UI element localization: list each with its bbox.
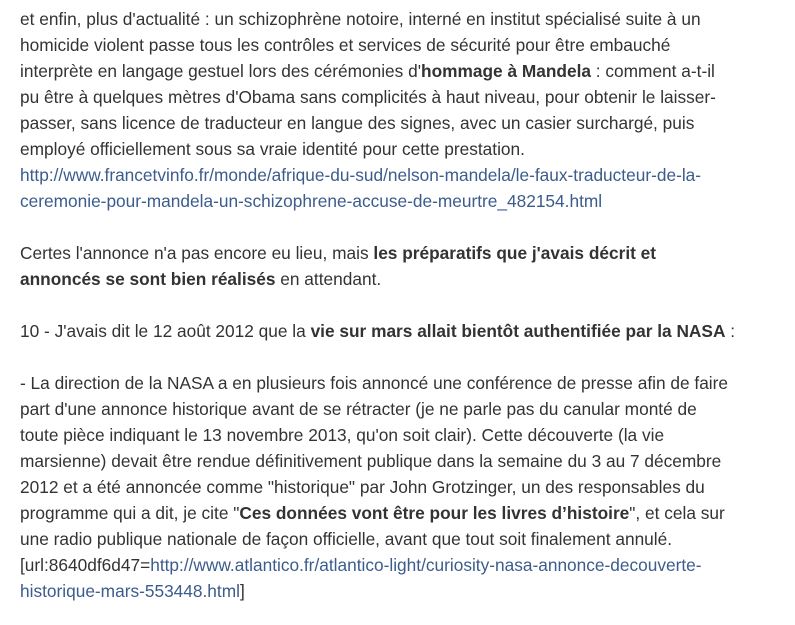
link-line — [20, 578, 790, 604]
link-line — [20, 188, 790, 214]
text: interprète en langage gestuel lors des cérémonies d' — [20, 61, 422, 81]
text: [url:8640df6d47= — [20, 555, 151, 575]
paragraph-mandela — [20, 6, 790, 214]
text-line — [20, 396, 790, 422]
bold-text: les préparatifs que j'avais décrit et — [373, 243, 657, 263]
francetvinfo-link-cont[interactable]: ceremonie-pour-mandela-un-schizophrene-accuse-de-meurtre_482154.html — [20, 191, 603, 211]
paragraph-nasa — [20, 370, 790, 604]
text: passer, sans licence de traducteur en langue des signes, avec un casier surchargé, puis — [20, 113, 695, 133]
text-line — [20, 266, 790, 292]
text-line — [20, 474, 790, 500]
paragraph-item-10 — [20, 318, 790, 344]
atlantico-link[interactable]: http://www.atlantico.fr/atlantico-light/curiosity-nasa-annonce-decouverte- — [150, 555, 702, 575]
text-line — [20, 58, 790, 84]
paragraph-preparatifs — [20, 240, 790, 292]
link-line — [20, 552, 790, 578]
paragraph-gap — [20, 292, 790, 318]
text-line — [20, 422, 790, 448]
text: une radio publique nationale de façon officielle, avant que tout soit finalement annulé. — [20, 529, 673, 549]
text-line — [20, 6, 790, 32]
bold-text: hommage à Mandela — [421, 61, 591, 81]
text: 10 - J'avais dit le 12 août 2012 que la — [20, 321, 311, 341]
text: Certes l'annonce n'a pas encore eu lieu, mais — [20, 243, 374, 263]
link-line — [20, 162, 790, 188]
text: marsienne) devait être rendue définitivement publique dans la semaine du 3 au 7 décembre — [20, 451, 722, 471]
text: : comment a-t-il — [591, 61, 715, 81]
text-line — [20, 448, 790, 474]
text: et enfin, plus d'actualité : un schizophrène notoire, interné en institut spécialisé suite à un — [20, 9, 701, 29]
paragraph-gap — [20, 344, 790, 370]
text-line — [20, 526, 790, 552]
article-body — [20, 6, 790, 604]
text: 2012 et a été annoncée comme "historique" par John Grotzinger, un des responsables du — [20, 477, 705, 497]
text: : — [725, 321, 736, 341]
text-line — [20, 370, 790, 396]
text: pu être à quelques mètres d'Obama sans complicités à haut niveau, pour obtenir le laisser- — [20, 87, 716, 107]
text: toute pièce indiquant le 13 novembre 2013, qu'on soit clair). Cette découverte (la vie — [20, 425, 665, 445]
text: ", et cela sur — [629, 503, 725, 523]
text: part d'une annonce historique avant de se rétracter (je ne parle pas du canular monté de — [20, 399, 697, 419]
text: homicide violent passe tous les contrôles et services de sécurité pour être embauché — [20, 35, 671, 55]
text-line — [20, 500, 790, 526]
text-line — [20, 84, 790, 110]
text-line — [20, 240, 790, 266]
text: - La direction de la NASA a en plusieurs fois annoncé une conférence de presse afin de faire — [20, 373, 729, 393]
text: ] — [239, 581, 245, 601]
text-line — [20, 318, 790, 344]
bold-text: annoncés se sont bien réalisés — [20, 269, 276, 289]
text-line — [20, 110, 790, 136]
paragraph-gap — [20, 214, 790, 240]
text: programme qui a dit, je cite " — [20, 503, 240, 523]
text: en attendant. — [275, 269, 382, 289]
text-line — [20, 32, 790, 58]
atlantico-link-cont[interactable]: historique-mars-553448.html — [20, 581, 240, 601]
bold-text: vie sur mars allait bientôt authentifiée par la NASA — [310, 321, 726, 341]
text-line — [20, 136, 790, 162]
francetvinfo-link[interactable]: http://www.francetvinfo.fr/monde/afrique-du-sud/nelson-mandela/le-faux-traducteur-de-la- — [20, 165, 702, 185]
bold-quote: Ces données vont être pour les livres d’histoire — [239, 503, 630, 523]
text: employé officiellement sous sa vraie identité pour cette prestation. — [20, 139, 525, 159]
